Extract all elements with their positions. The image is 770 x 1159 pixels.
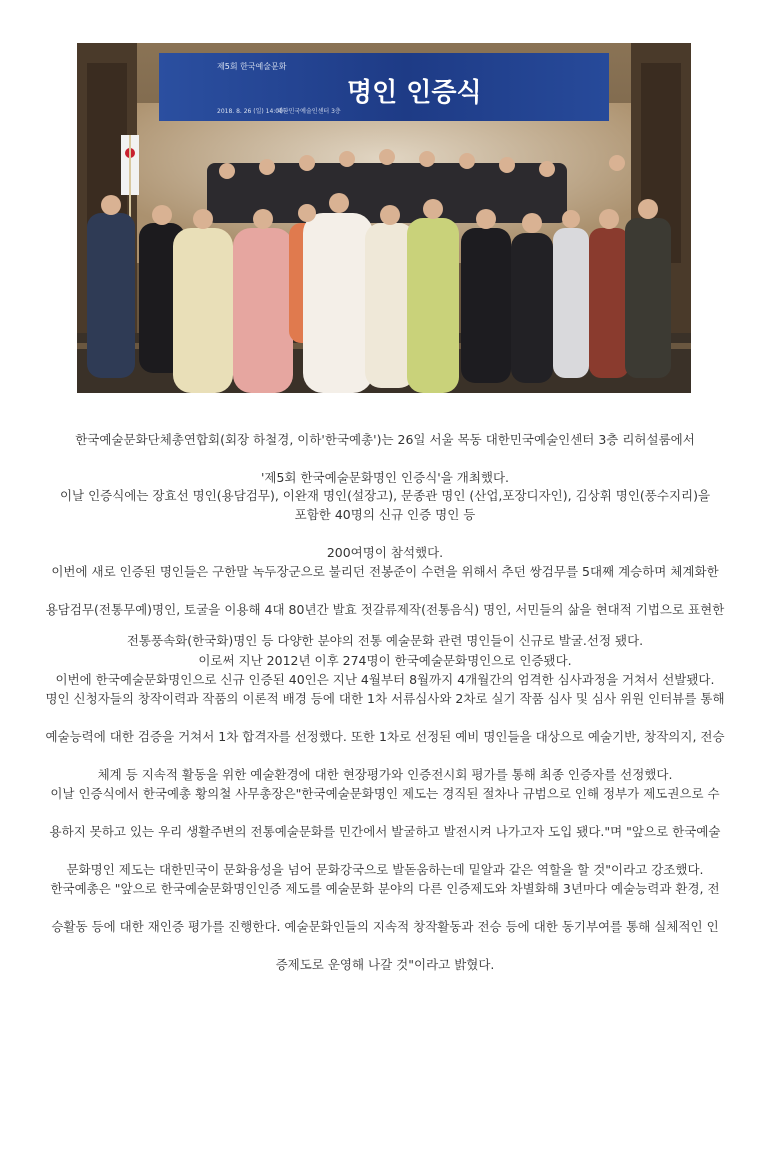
- article-line: 이날 인증식에는 장효선 명인(용담검무), 이완재 명인(설장고), 문종관 명인 (산업,포장디자인), 김상휘 명인(풍수지리)을: [59, 488, 711, 503]
- article-line: 한국예술문화단체총연합회(회장 하철경, 이하'한국예총')는 26일 서울 목동 대한민국예술인센터 3층 리허설룸에서: [75, 432, 695, 447]
- article-line: 전통풍속화(한국화)명인 등 다양한 분야의 전통 예술문화 관련 명인들이 신규로 발굴.선정 됐다.: [126, 633, 644, 648]
- article-line: 200여명이 참석했다.: [326, 545, 444, 560]
- article-line: 체계 등 지속적 활동을 위한 예술환경에 대한 현장평가와 인증전시회 평가를 통해 최종 인증자를 선정했다.: [97, 767, 673, 782]
- article-line: 용하지 못하고 있는 우리 생활주변의 전통예술문화를 민간에서 발굴하고 발전시켜 나가고자 도입 됐다."며 "앞으로 한국예술: [49, 824, 721, 839]
- article-line: 문화명인 제도는 대한민국이 문화융성을 넘어 문화강국으로 발돋움하는데 밑알과 같은 역할을 할 것"이라고 강조했다.: [66, 862, 704, 877]
- article-line: 한국예총은 "앞으로 한국예술문화명인인증 제도를 예술문화 분야의 다른 인증제도와 차별화해 3년마다 예술능력과 환경, 전: [50, 881, 720, 896]
- article-line: 명인 신청자들의 창작이력과 작품의 이론적 배경 등에 대한 1차 서류심사와 2차로 실기 작품 심사 및 심사 위원 인터뷰를 통해: [45, 691, 725, 706]
- article-line: 용담검무(전통무예)명인, 토굴을 이용해 4대 80년간 발효 젓갈류제작(전통음식) 명인, 서민들의 삶을 현대적 기법으로 표현한: [45, 602, 725, 617]
- article-line: 이번에 한국예술문화명인으로 신규 인증된 40인은 지난 4월부터 8월까지 4개월간의 엄격한 심사과정을 거쳐서 선발됐다.: [55, 672, 715, 687]
- article-line: 승활동 등에 대한 재인증 평가를 진행한다. 예술문화인들의 지속적 창작활동과 전승 등에 대한 동기부여를 통해 실체적인 인: [51, 919, 719, 934]
- banner-place: 대한민국예술인센터 3층: [277, 108, 341, 115]
- article-line: 포함한 40명의 신규 인증 명인 등: [294, 507, 476, 522]
- banner-title: 명인 인증식: [347, 78, 482, 108]
- article-line: 예술능력에 대한 검증을 거쳐서 1차 합격자를 선정했다. 또한 1차로 선정된 예비 명인들을 대상으로 예술기반, 창작의지, 전승: [45, 729, 725, 744]
- article-line: 이로써 지난 2012년 이후 274명이 한국예술문화명인으로 인증됐다.: [198, 653, 572, 668]
- article-line: 이번에 새로 인증된 명인들은 구한말 녹두장군으로 불리던 전봉준이 수련을 위해서 추던 쌍검무를 5대째 계승하며 체계화한: [51, 564, 719, 579]
- article-line: '제5회 한국예술문화명인 인증식'을 개최했다.: [260, 470, 510, 485]
- article-line: 이날 인증식에서 한국예총 황의철 사무총장은"한국예술문화명인 제도는 경직된 절차나 규범으로 인해 정부가 제도권으로 수: [50, 786, 720, 801]
- banner-small-text: 제5회 한국예술문화: [217, 62, 287, 71]
- banner-date: 2018. 8. 26 (일) 14:00~: [217, 108, 288, 115]
- article-line: 증제도로 운영해 나갈 것"이라고 밝혔다.: [275, 957, 495, 972]
